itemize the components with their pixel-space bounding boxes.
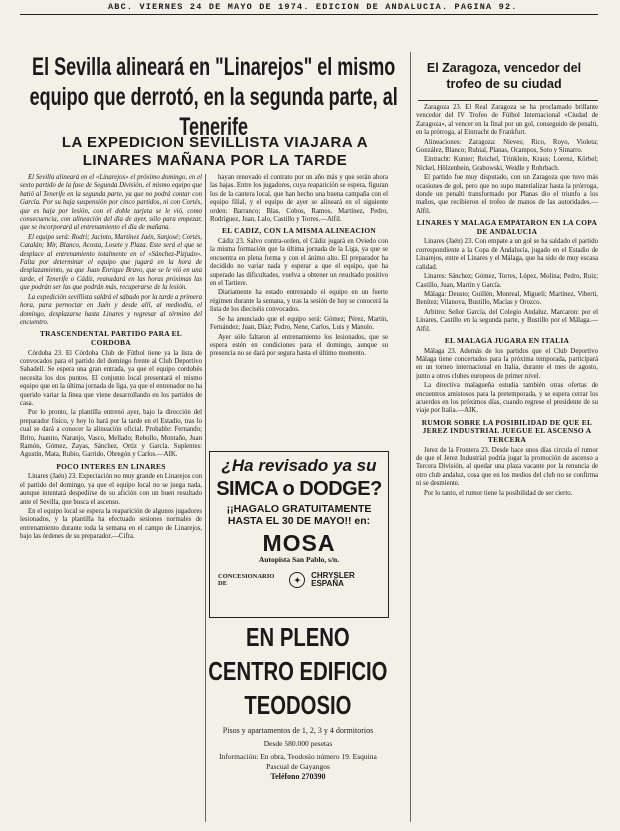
paragraph: hayan renovado el contrato por un año más y que serán ahora las bajas. Entre los jugadores, cuya reaparición se espera, figuran los de la cantera local, que han hecho una buena campaña con el equipo filial, y el equipo de ayer se alineará en el siguiente orden: Barranco; Blas, Cobos, Ramos, Martínez, Pedro, Rodríguez, Juan, Lalo, Castillo y Torres.—Alfil. [210,174,388,224]
paragraph: Málaga 23. Además de los partidos que el Club Deportivo Málaga tiene concertados para la próxima temporada, participará en un torneo internacional en Italia, durante el mes de agosto, junto a otros clubes europeos de primer nivel. [416,347,598,380]
col3-linares-malaga-text [416,238,598,333]
ad-teodosio-info: Información: En obra, Teodosio número 19. Esquina Pascual de Gayangos [219,752,377,771]
paragraph: Alineaciones: Zaragoza: Nieves; Rico, Royo, Violeta; González, Blanco; Rubial, Planas, Ocampos, Soto y Simarro. [416,138,598,155]
paragraph: El partido fue muy disputado, con un Zaragoza que tuvo más ocasiones de gol, pero que no supo materializar hasta la prórroga, donde un penalti transformado por Planas dio el triunfo a los maños, que recibieron el trofeo de manos de las autoridades.—Alfil. [416,174,598,215]
paragraph: Málaga: Deusto; Guillén, Monreal, Migueli; Martínez, Viberti, Benítez; Vilanova, Bustillo, Macías y Orozco. [416,290,598,307]
paragraph: Arbitro: Señor García, del Colegio Andaluz. Marcaron: por el Linares, Castillo en la segunda parte, y Bustillo por el Málaga.—Alfil. [416,308,598,333]
ad-simca-mosa: MOSA [262,530,336,556]
side-headline: El Zaragoza, vencedor del trofeo de su ciudad [426,61,582,91]
paragraph: Linares (Jaén) 23. Con empate a un gol se ha saldado el partido correspondiente a la Copa de Andalucía, jugado en el Estadio de Linarejos, entre el Linares y el Málaga, que ha sido de muy escasa calidad. [416,238,598,271]
column-rule-right [410,52,411,822]
col3-subhead-linares-malaga: LINARES Y MALAGA EMPATARON EN LA COPA DE ANDALUCIA [416,218,598,236]
ad-teodosio-headline: EN PLENO CENTRO EDIFICIO TEODOSIO [208,622,388,720]
col3-subhead-malaga-italia: EL MALAGA JUGARA EN ITALIA [444,335,570,345]
column-1 [20,174,202,824]
running-head: ABC. VIERNES 24 DE MAYO DE 1974. EDICION DE ANDALUCIA. PAGINA 92. [108,2,518,12]
paragraph: Eintracht: Kunter; Reichel, Trinklein, Kraus; Lorenz, Körbel; Nickel, Hölzenbein, Grabowski, Weidle y Rohrbach. [416,156,598,172]
paragraph: El equipo será: Rodri; Jacinto, Martínez Jaén, Sanjosé; Cortés, Catalán; Mir, Blanco, Acosta, Losete y Plaza. Este será el que se desplace al entrenamiento totalmente en el «Sánchez-Pizjuán». Falta por determinar el equipo que jugará en la hora de desplazamiento, ya que Juan Enrique Bravo, que se le vió en una tarde, el Tenerife o Cádiz, reanudará en las horas próximas las que podrán ser las que podrán más, recuperarse de la lesión. [20,233,202,292]
col2-subhead-cadiz: EL CADIZ, CON LA MISMA ALINEACION [221,226,377,236]
paragraph: Se ha anunciado que el equipo será: Gómez; Pérez, Martín, Fernández; Juan, Díaz; Pedro, Nene, Carlos, Luis y Manolo. [210,315,388,332]
col3-malaga-italia-text [416,348,598,416]
chrysler-star-icon: ✦ [289,572,305,588]
ad-simca-dealer-label: CONCESIONARIO DE [218,573,275,587]
ad-simca-line3: ¡¡HAGALO GRATUITAMENTE HASTA EL 30 DE MAYO!! en: [226,503,372,527]
paragraph: La directiva malagueña estudia también otras ofertas de encuentros amistosos para la pretemporada, y se espera cerrar los acuerdos en los próximos días, cuando regrese el presidente de su viaje por Italia.—AIK. [416,382,598,415]
ad-simca-address: Autopista San Pablo, s/n. [258,555,340,564]
col1-cordoba-text [20,350,202,460]
column-3 [416,104,598,824]
side-headline-rule [418,100,598,101]
paragraph: Diariamente ha estado entrenando el equipo en un fuerte régimen durante la semana, y tras la sesión de hoy se conocerá la lista de los dieciséis convocados. [210,289,388,314]
ad-simca-dodge [209,451,389,618]
ad-simca-brand: CHRYSLER ESPAÑA [311,571,355,588]
col3-jerez-text [416,447,598,498]
paragraph: Zaragoza 23. El Real Zaragoza se ha proclamado brillante vencedor del IV Trofeo de Fútbol Internacional «Ciudad de Zaragoza», al vencer en la final por un gol, conseguido de penalti, en la prórroga, al Eintracht de Frankfurt. [416,104,598,137]
paragraph: La expedición sevillista saldrá el sábado por la tarde a primera hora, para pernoctar en Jaén y desde allí, al mediodía, el domingo, desplazarse hasta Linares y regresar al término del encuentro. [20,293,202,326]
paragraph: Linares (Jaén) 23. Expectación no muy grande en Linarejos con el partido del domingo, ya que el equipo local no se juega nada, aunque intentará despedirse de su afición con un buen resultado ante el Sevilla, que busca el ascenso. [20,473,202,506]
col2-text [210,174,388,224]
ad-teodosio-phone: Teléfono 270390 [270,772,326,781]
paragraph: Jerez de la Frontera 23. Desde hace unos días circula el rumor de que el Jerez Industrial podría jugar la promoción de ascenso a Tercera División, al quedar una plaza vacante por la renuncia de otro club andaluz, cosa que en los medios del club no se confirma ni se desmiente. [416,446,598,488]
col2-cadiz-text [210,238,388,359]
col1-intro [20,174,202,327]
paragraph: Por lo pronto, la plantilla entrenó ayer, bajo la dirección del preparador físico, y hoy lo hará por la tarde en el Estadio, tras lo cual se dará a conocer la alineación oficial. Probable: Fernando; Brito, Juanito, Naranjo, Vasco, Mellado; Rebollo, Montaño, Juan Ramón, Gómez, Zayas, Sánchez, Ortiz y García. Suplentes: Agustín, Mata, Rubio, Garrido, Obregón y Carlos.—AIK. [20,409,202,459]
top-rule [20,14,598,15]
col3-subhead-jerez: RUMOR SOBRE LA POSIBILIDAD DE QUE EL JEREZ INDUSTRIAL JUEGUE EL ASCENSO A TERCERA [421,417,593,444]
ad-simca-dealer [218,572,388,588]
paragraph: Linares: Sánchez; Gómez, Torres, López, Molina; Pedro, Ruiz; Castillo, Juan, Martín y García. [416,273,598,289]
paragraph: Por lo tanto, el rumor tiene la posibilidad de ser cierto. [424,489,573,497]
column-2 [210,174,388,446]
paragraph: Córdoba 23. El Córdoba Club de Fútbol tiene ya la lista de convocados para el partido del domingo frente al Club Deportivo Sabadell. Se espera una gran entrada, ya que el equipo cordobés necesita los dos puntos. El conjunto local presentará el mismo equipo que en la última jornada de liga, ya que el entrenador no ha querido variar la línea que viene desarrollando en los partidos de casa. [20,349,202,407]
ad-teodosio-price: Desde 580.000 pesetas [263,739,333,748]
col1-subhead-cordoba: TRASCENDENTAL PARTIDO PARA EL CORDOBA [39,329,183,347]
col1-subhead-linares: POCO INTERES EN LINARES [56,461,166,471]
column-rule [205,174,206,822]
ad-edificio-teodosio [207,620,389,820]
main-subhead: LA EXPEDICION SEVILLISTA VIAJARA A LINARES MAÑANA POR LA TARDE [61,134,369,169]
col3-zaragoza-text [416,104,598,216]
ad-teodosio-line1: Pisos y apartamentos de 1, 2, 3 y 4 dormitorios [222,726,374,735]
ad-simca-line2: SIMCA o DODGE? [216,478,382,500]
paragraph: El Sevilla alineará en el «Linarejos» el próximo domingo, en el sexto partido de la fase de Segunda División, el mismo equipo que batió al Tenerife en la segunda parte, ya que no podrá contar con García. Por su baja suspensión por cinco partidos, ni con Cortés, que es baja por lesión, con el doble tarjeta se le vió, como consecuencia, con alineación del día de ayer, sólo para empezar, que se incorporará al entrenamiento el día de mañana. [20,174,202,232]
col1-linares-text [20,473,202,541]
main-headline: El Sevilla alineará en "Linarejos" el mismo equipo que derrotó, en la segunda parte, al Tenerife [29,53,398,141]
ad-simca-line1: ¿Ha revisado ya su [221,456,377,475]
paragraph: Cádiz 23. Salvo contra-orden, el Cádiz jugará en Oviedo con la misma formación que la última jornada de la Liga, ya que se encuentra en plena forma y con el ánimo alto. El preparador ha decidido no variar nada y esperar a que el equipo, que ha superado las dificultades, vuelva a obtener un resultado positivo en el Tartiere. [210,238,388,288]
paragraph: Ayer sólo faltaron al entrenamiento los lesionados, que se espera estén en condiciones para el domingo, aunque su presencia no se dará por segura hasta el último momento. [210,333,388,358]
paragraph: En el equipo local se espera la reaparición de algunos jugadores lesionados, y la plantilla ha efectuado sesiones normales de entrenamiento durante toda la semana en el campo de Linarejos, bajo las órdenes de su preparador.—Cifra. [20,508,202,541]
